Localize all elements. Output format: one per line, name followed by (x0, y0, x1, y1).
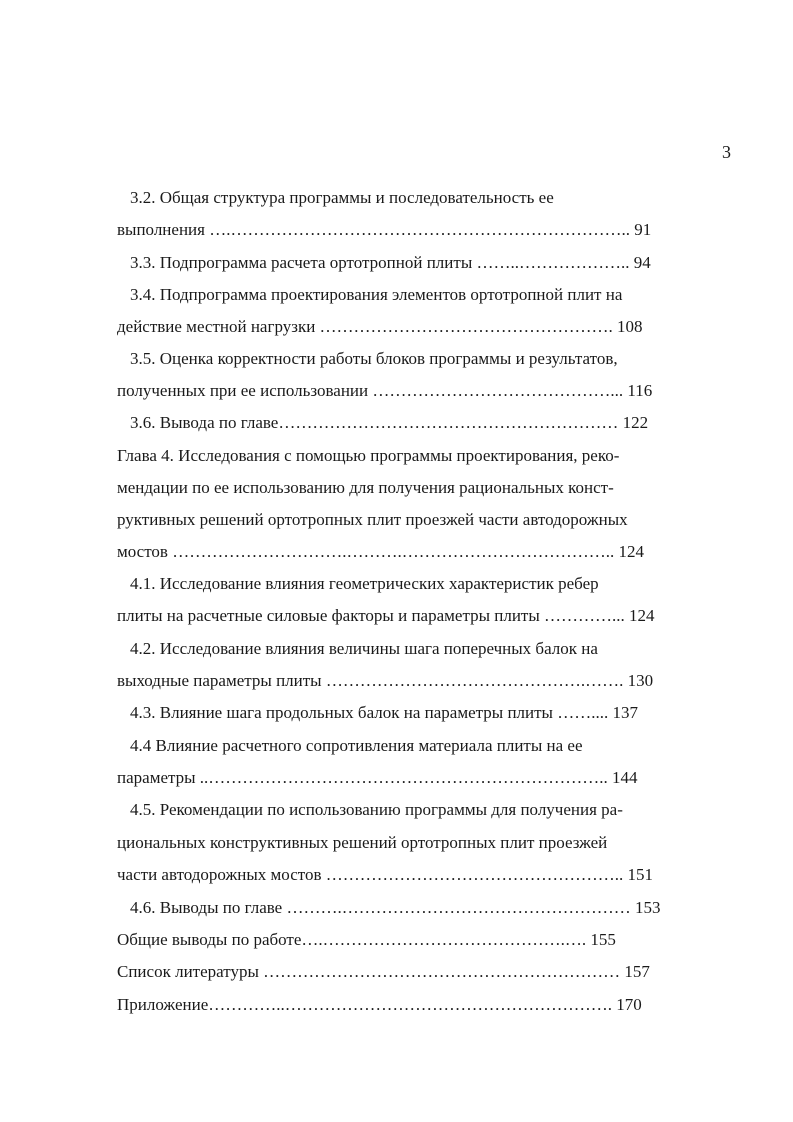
toc-line: полученных при ее использовании ……………………………………... 116 (117, 381, 653, 400)
toc-line: 4.5. Рекомендации по использованию программы для получения ра- (130, 800, 623, 819)
toc-line: 4.3. Влияние шага продольных балок на параметры плиты …….... 137 (130, 703, 638, 722)
toc-line: Общие выводы по работе….…………………………………….…. 155 (117, 930, 616, 949)
toc-line: 3.5. Оценка корректности работы блоков программы и результатов, (130, 349, 618, 368)
toc-line: 3.2. Общая структура программы и последовательность ее (130, 188, 554, 207)
toc-line: 4.4 Влияние расчетного сопротивления материала плиты на ее (130, 736, 583, 755)
toc-line: мендации по ее использованию для получения рациональных конст- (117, 478, 614, 497)
toc-line: мостов ………………………….……….……………………………….. 124 (117, 542, 644, 561)
toc-line: выходные параметры плиты ……………………………………….……. 130 (117, 671, 654, 690)
toc-line: 3.4. Подпрограмма проектирования элементов ортотропной плит на (130, 285, 623, 304)
toc-line: 3.3. Подпрограмма расчета ортотропной плиты ……..……………….. 94 (130, 253, 651, 272)
toc-line: руктивных решений ортотропных плит проезжей части автодорожных (117, 510, 628, 529)
toc-line: выполнения ….…………………………………………………………….. 91 (117, 220, 652, 239)
page-number: 3 (722, 142, 731, 162)
toc-line: параметры ..…………………………………………………………….. 144 (117, 768, 638, 787)
toc-line: Список литературы ……………………………………………………… 157 (117, 962, 650, 981)
toc-line: Глава 4. Исследования с помощью программы проектирования, реко- (117, 446, 620, 465)
toc-line: 4.2. Исследование влияния величины шага поперечных балок на (130, 639, 598, 658)
toc-line: 3.6. Вывода по главе…………………………………………………… 122 (130, 413, 649, 432)
toc-line: части автодорожных мостов …………………………………………….. 151 (117, 865, 653, 884)
toc-line: плиты на расчетные силовые факторы и параметры плиты …………... 124 (117, 606, 655, 625)
toc-line: действие местной нагрузки ……………………………………………. 108 (117, 317, 643, 336)
toc-line: 4.1. Исследование влияния геометрических характеристик ребер (130, 574, 599, 593)
toc-line: циональных конструктивных решений ортотропных плит проезжей (117, 833, 608, 852)
toc-line: Приложение…………..…………………………………………………. 170 (117, 995, 642, 1014)
toc-line: 4.6. Выводы по главе ……….…………………………………………… 153 (130, 898, 661, 917)
